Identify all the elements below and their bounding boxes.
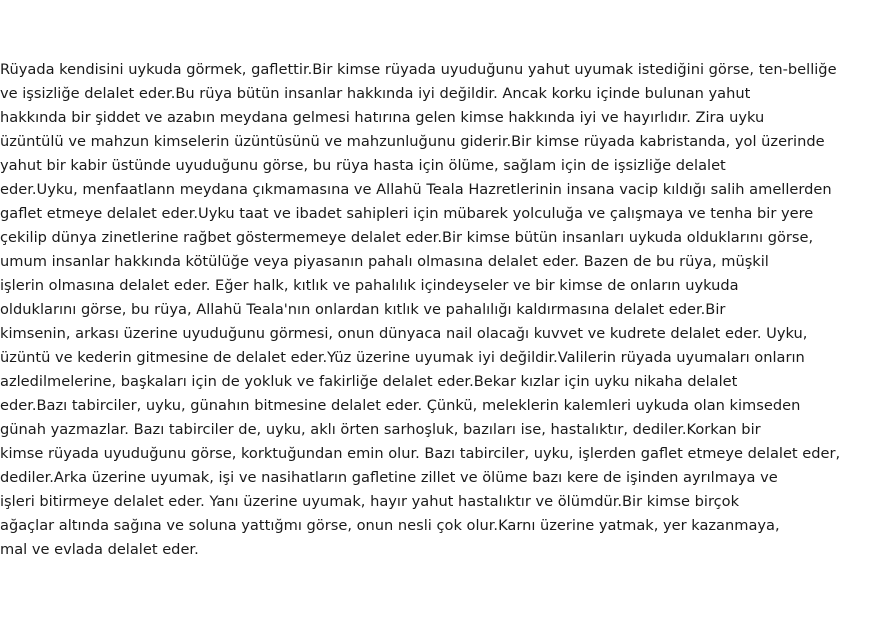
text-line: eder.Bazı tabirciler, uyku, günahın bitmesine delalet eder. Çünkü, meleklerin kalemleri uykuda olan kimseden — [0, 397, 801, 414]
text-line: mal ve evlada delalet eder. — [0, 541, 199, 558]
text-line: üzüntü ve kederin gitmesine de delalet eder.Yüz üzerine uyumak iyi değildir.Valilerin rüyada uyumaları onların — [0, 349, 805, 366]
text-line: Rüyada kendisini uykuda görmek, gaflettir.Bir kimse rüyada uyuduğunu yahut uyumak istediğini görse, ten-belliğe — [0, 61, 837, 78]
text-line: işleri bitirmeye delalet eder. Yanı üzerine uyumak, hayır yahut hastalıktır ve ölümdür.Bir kimse birçok — [0, 493, 740, 510]
text-line: kimse rüyada uyuduğunu görse, korktuğundan emin olur. Bazı tabirciler, uyku, işlerden gaflet etmeye delalet eder, — [0, 445, 841, 462]
text-line: dediler.Arka üzerine uyumak, işi ve nasihatların gafletine zillet ve ölüme bazı kere de işinden ayrılmaya ve — [0, 469, 778, 486]
text-line: işlerin olmasına delalet eder. Eğer halk, kıtlık ve pahalılık içindeyseler ve bir kimse de onların uykuda — [0, 277, 739, 294]
text-line: çekilip dünya zinetlerine rağbet göstermemeye delalet eder.Bir kimse bütün insanları uykuda olduklarını görse, — [0, 229, 814, 246]
text-line: günah yazmazlar. Bazı tabirciler de, uyku, aklı örten sarhoşluk, bazıları ise, hastalıktır, dediler.Korkan bir — [0, 421, 761, 438]
text-line: yahut bir kabir üstünde uyuduğunu görse, bu rüya hasta için ölüme, sağlam için de işsizliğe delalet — [0, 157, 726, 174]
text-line: üzüntülü ve mahzun kimselerin üzüntüsünü ve mahzunluğunu giderir.Bir kimse rüyada kabristanda, yol üzerinde — [0, 133, 825, 150]
text-line: ve işsizliğe delalet eder.Bu rüya bütün insanlar hakkında iyi değildir. Ancak korku içinde bulunan yahut — [0, 85, 751, 102]
text-line: kimsenin, arkası üzerine uyuduğunu görmesi, onun dünyaca nail olacağı kuvvet ve kudrete delalet eder. Uyku, — [0, 325, 808, 342]
text-line: umum insanlar hakkında kötülüğe veya piyasanın pahalı olmasına delalet eder. Bazen de bu rüya, müşkil — [0, 253, 769, 270]
article-body — [0, 58, 880, 562]
text-line: hakkında bir şiddet ve azabın meydana gelmesi hatırına gelen kimse hakkında iyi ve hayırlıdır. Zira uyku — [0, 109, 765, 126]
text-line: eder.Uyku, menfaatlann meydana çıkmamasına ve Allahü Teala Hazretlerinin insana vacip kıldığı salih amellerden — [0, 181, 832, 198]
text-line: gaflet etmeye delalet eder.Uyku taat ve ibadet sahipleri için mübarek yolculuğa ve çalışmaya ve tenha bir yere — [0, 205, 814, 222]
text-line: olduklarını görse, bu rüya, Allahü Teala'nın onlardan kıtlık ve pahalılığı kaldırmasına delalet eder.Bir — [0, 301, 726, 318]
text-line: azledilmelerine, başkaları için de yokluk ve fakirliğe delalet eder.Bekar kızlar için uyku nikaha delalet — [0, 373, 738, 390]
text-line: ağaçlar altında sağına ve soluna yattığmı görse, onun nesli çok olur.Karnı üzerine yatmak, yer kazanmaya, — [0, 517, 780, 534]
